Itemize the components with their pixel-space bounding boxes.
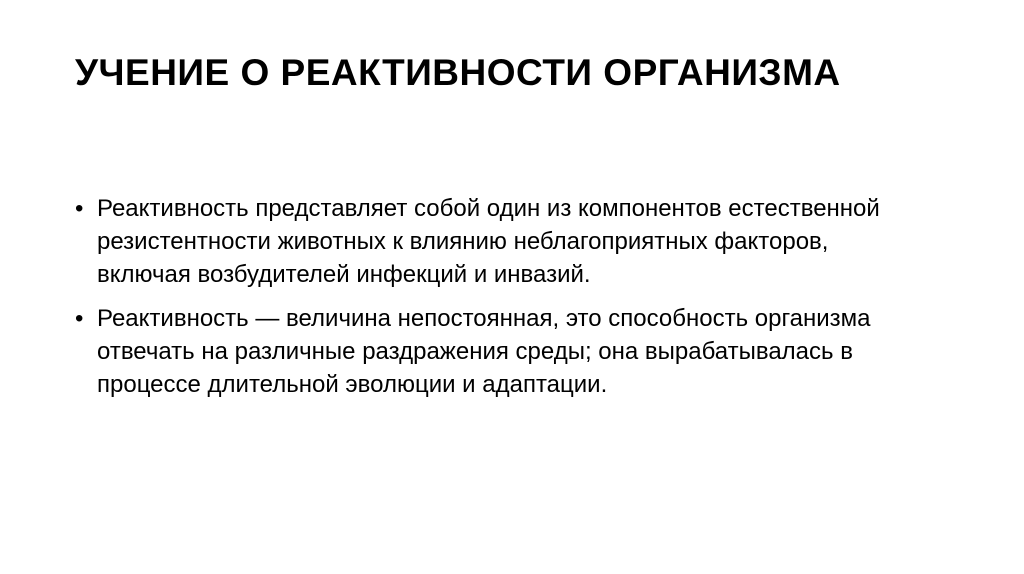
slide-title: УЧЕНИЕ О РЕАКТИВНОСТИ ОРГАНИЗМА <box>75 52 841 93</box>
bullet-list <box>75 192 897 412</box>
bullet-text: Реактивность — величина непостоянная, это способность организма отвечать на различные раздражения среды; она вырабатывалась в процессе длительной эволюции и адаптации. <box>97 305 871 398</box>
bullet-marker: • <box>75 305 84 332</box>
list-item <box>75 192 897 291</box>
bullet-marker: • <box>75 195 84 222</box>
bullet-text: Реактивность представляет собой один из компонентов естественной резистентности животных к влиянию неблагоприятных факторов, включая возбудителей инфекций и инвазий. <box>97 195 880 288</box>
list-item <box>75 302 897 401</box>
